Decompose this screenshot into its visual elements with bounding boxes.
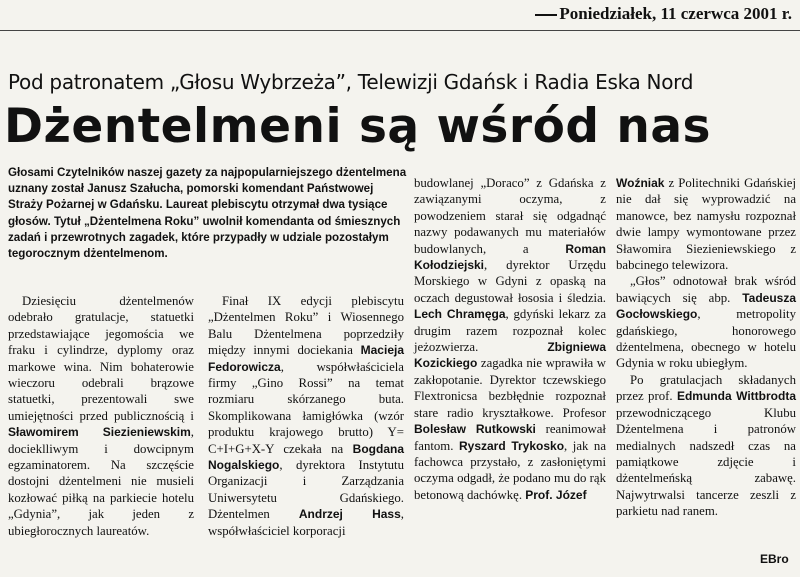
article-lead: Głosami Czytelników naszej gazety za najpopularniejszego dżentelmena uznany został Janusz Szałucha, pomorski komendant Państwowej Straży Pożarnej w Gdańsku. Laureat plebiscytu otrzymał dwa tysiące głosów. Tytuł „Dżentelmena Roku” uwolnił komendanta od śmiesznych zadań i przewrotnych zagadek, które przypadły w udziale pozostałym tegorocznym dżentelmenom.	[8, 166, 407, 261]
person-name: Roman Kołodziejski	[414, 241, 606, 273]
author-signature: EBro	[760, 552, 789, 566]
header-rule	[0, 30, 800, 31]
text-run: , współwłaściciela firmy „Gino Rossi” na temat rozmiaru skórzanego buta. Skomplikowana łamigłówka (wzór produktu krajowego brutto) Y= C+I+G+X-Y czekała na	[208, 359, 404, 456]
article-column-4	[616, 175, 796, 520]
column-1-paragraph	[8, 293, 194, 539]
text-run: , metropolity gdańskiego, honorowego dżentelmena, obecnego w hotelu Gdynia w roku ubiegłym.	[616, 307, 796, 371]
text-run: , dyrektor Urzędu Morskiego w Gdyni z opaską na oczach degustował łososia i śledzia.	[414, 258, 606, 305]
date-text: Poniedziałek, 11 czerwca 2001 r.	[559, 4, 792, 23]
person-name: Andrzej Hass	[298, 507, 401, 522]
column-4-paragraph-1	[616, 175, 796, 273]
page-date	[480, 4, 792, 24]
text-run: budowlanej „Doraco” z Gdańska z zawiązanymi oczyma, z powodzeniem starał się odgadnąć nazwy podawanych mu materiałów budowlanych, a	[414, 176, 606, 256]
text-run: , gdyński lekarz za drugim razem rozpoznał kolec jeżozwierza.	[414, 307, 606, 355]
article-supertitle: Pod patronatem „Głosu Wybrzeża”, Telewizji Gdańsk i Radia Eska Nord	[8, 70, 694, 94]
text-run: , docieklliwym i dowcipnym egzaminatorem. Na szczęście dostojni dżentelmeni nie musieli kozłować piłką na parkiecie hotelu „Gdynia”, jak jeden z ubiegłorocznych laureatów.	[8, 425, 194, 538]
person-name: Lech Chramęga	[414, 307, 506, 322]
person-name: Woźniak	[616, 176, 665, 190]
article-headline: Dżentelmeni są wśród nas	[4, 99, 712, 154]
article-column-3	[414, 175, 606, 503]
article-column-1	[8, 293, 194, 539]
person-name: Ryszard Trykosko	[458, 438, 565, 453]
person-name: Macieja Fedorowicza	[208, 343, 404, 374]
text-run: Finał IX edycji plebiscytu „Dżentelmen Roku” i Wiosennego Balu Dżentelmena poprzedziły między innymi dociekania	[208, 294, 404, 358]
column-4-paragraph-3	[616, 372, 796, 520]
column-2-paragraph	[208, 293, 404, 539]
person-name: Bolesław Rutkowski	[414, 422, 536, 437]
date-dash-rule	[535, 14, 557, 16]
text-run: Po gratulacjach składanych przez prof.	[616, 372, 796, 404]
text-run: z Politechniki Gdańskiej nie dał się wyprowadzić na manowce, bez namysłu rozpoznał dwie lampy wymontowane przez Sławomira Siezieniewskiego z babcinego telewizora.	[616, 176, 796, 273]
text-run: zagadka nie wprawiła w zakłopotanie. Dyrektor tczewskiego Flextronicsa bezbłędnie rozpoznał stare radio kryształkowe. Profesor	[414, 356, 606, 420]
person-name: Bogdana Nogalskiego	[208, 441, 404, 473]
column-3-paragraph	[414, 175, 606, 503]
person-name: Zbigniewa Kozickiego	[414, 340, 606, 371]
text-run: Dziesięciu dżentelmenów odebrało gratulacje, statuetki przedstawiające jegomościa we fraku i cylindrze, dyplomy oraz markowe wina. Nim bohaterowie wieczoru odebrali brązowe statuetki, prezentowali swe umiejętności przed publicznością i	[8, 294, 194, 423]
person-name: Edmunda Wittbrodta	[676, 389, 796, 404]
text-run: , współwłaściciel korporacji	[208, 507, 404, 538]
person-name: Sławomirem Siezieniewskim	[8, 425, 191, 440]
text-run: , jak na fachowca przystało, z zasłoniętymi oczyma odgadł, że podano mu do rąk betonową dachówkę.	[414, 438, 606, 502]
person-name: Tadeusza Gocłowskiego	[616, 290, 796, 322]
article-column-2	[208, 293, 404, 539]
text-run: , dyrektora Instytutu Organizacji i Zarządzania Uniwersytetu Gdańskiego. Dżentelmen	[208, 458, 404, 522]
person-name: Prof. Józef	[525, 487, 587, 502]
text-run: przewodniczącego Klubu Dżentelmena i patronów medialnych nadszedł czas na pamiątkowe zdjęcie i dżentelmeńską zabawę. Najwytrwalsi tancerze zeszli z parkietu nad ranem.	[616, 405, 796, 519]
text-run: reanimował fantom.	[414, 422, 606, 453]
column-4-paragraph-2	[616, 273, 796, 371]
text-run: „Głos” odnotował brak wśród bawiących się abp.	[616, 274, 796, 305]
